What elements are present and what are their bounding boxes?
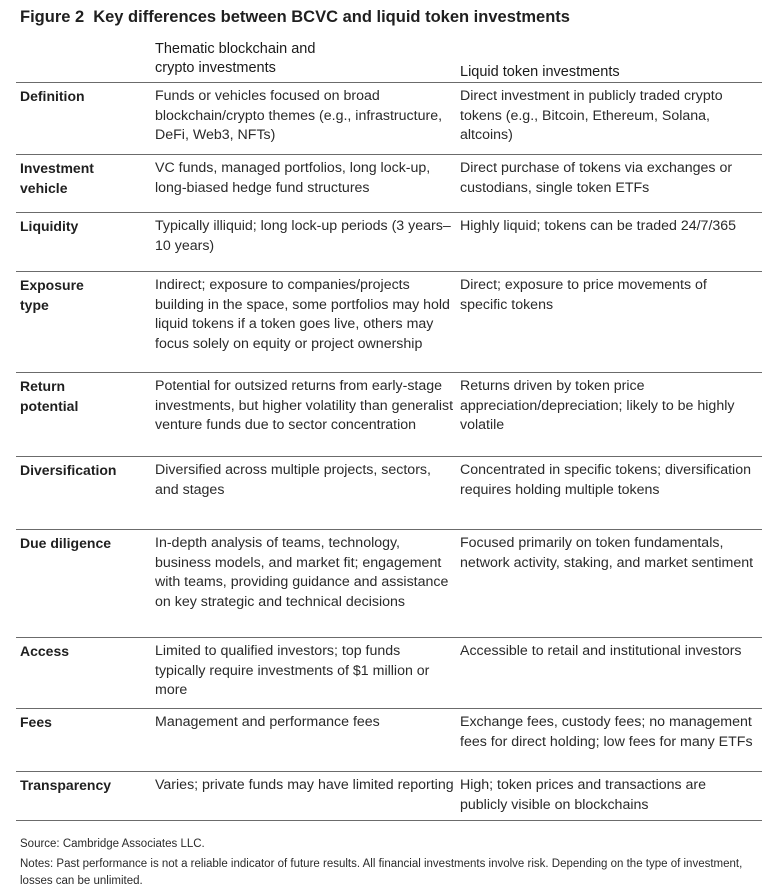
liquid-cell: Direct purchase of tokens via exchanges or custodians, single token ETFs <box>460 160 733 196</box>
row-label: Return potential <box>20 378 79 414</box>
row-label: Fees <box>20 714 52 730</box>
table-row <box>16 457 762 530</box>
row-label: Exposure type <box>20 277 84 313</box>
column-header-liquid: Liquid token investments <box>460 64 620 80</box>
figure-title-text: Key differences between BCVC and liquid token investments <box>93 8 570 26</box>
thematic-cell: Indirect; exposure to companies/projects building in the space, some portfolios may hold liquid tokens if a token goes live, others may focus solely on equity or project ownership <box>155 277 450 352</box>
table-row <box>16 272 762 373</box>
table-row <box>16 373 762 457</box>
thematic-cell: Limited to qualified investors; top funds typically require investments of $1 million or more <box>155 643 430 698</box>
table-header <box>16 38 762 83</box>
thematic-cell: Varies; private funds may have limited reporting <box>155 777 454 793</box>
source-note: Source: Cambridge Associates LLC. <box>20 838 205 850</box>
row-label: Due diligence <box>20 535 112 551</box>
comparison-table <box>16 38 762 821</box>
liquid-cell: Accessible to retail and institutional investors <box>460 643 742 659</box>
thematic-cell: Diversified across multiple projects, sectors, and stages <box>155 462 431 498</box>
row-label: Definition <box>20 88 85 104</box>
liquid-cell: Direct; exposure to price movements of specific tokens <box>460 277 707 313</box>
table-row <box>16 213 762 272</box>
liquid-cell: Focused primarily on token fundamentals, network activity, staking, and market sentiment <box>460 535 754 571</box>
notes-text: Notes: Past performance is not a reliable indicator of future results. All financial investments involve risk. Depending on the type of investment, losses can be unlimited. <box>20 858 743 887</box>
row-label: Diversification <box>20 462 117 478</box>
table-row <box>16 530 762 638</box>
figure-number: Figure 2 <box>20 8 85 26</box>
liquid-cell: Highly liquid; tokens can be traded 24/7/365 <box>460 218 737 234</box>
figure-title <box>20 8 570 27</box>
row-label: Investment vehicle <box>20 160 94 196</box>
thematic-cell: In-depth analysis of teams, technology, business models, and market fit; engagement with teams, providing guidance and assistance on key strategic and technical decisions <box>155 535 449 610</box>
table-row <box>16 638 762 709</box>
table-row <box>16 709 762 772</box>
column-header-thematic: Thematic blockchain and crypto investments <box>155 41 316 76</box>
table-row <box>16 772 762 821</box>
row-label: Liquidity <box>20 218 79 234</box>
thematic-cell: Potential for outsized returns from early-stage investments, but higher volatility than generalist venture funds due to sector concentration <box>155 378 454 433</box>
liquid-cell: Exchange fees, custody fees; no management fees for direct holding; low fees for many ETFs <box>460 714 753 750</box>
thematic-cell: Typically illiquid; long lock-up periods (3 years–10 years) <box>155 218 451 254</box>
liquid-cell: High; token prices and transactions are publicly visible on blockchains <box>460 777 707 813</box>
liquid-cell: Returns driven by token price appreciation/depreciation; likely to be highly volatile <box>460 378 735 433</box>
table-row <box>16 83 762 155</box>
liquid-cell: Concentrated in specific tokens; diversification requires holding multiple tokens <box>460 462 751 498</box>
thematic-cell: Management and performance fees <box>155 714 380 730</box>
row-label: Transparency <box>20 777 112 793</box>
table-row <box>16 155 762 213</box>
thematic-cell: Funds or vehicles focused on broad blockchain/crypto themes (e.g., infrastructure, DeFi, Web3, NFTs) <box>155 88 443 143</box>
liquid-cell: Direct investment in publicly traded crypto tokens (e.g., Bitcoin, Ethereum, Solana, altcoins) <box>460 88 723 143</box>
thematic-cell: VC funds, managed portfolios, long lock-up, long-biased hedge fund structures <box>155 160 431 196</box>
row-label: Access <box>20 643 70 659</box>
